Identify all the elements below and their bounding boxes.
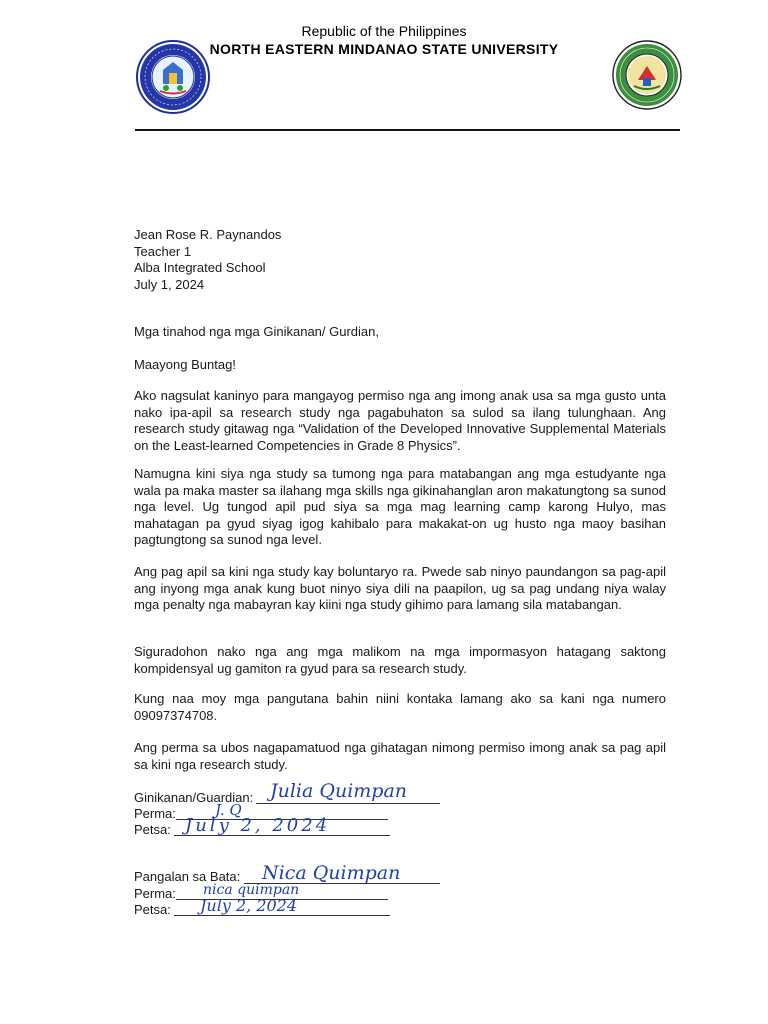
letter-paragraph-2: Namugna kini siya nga study sa tumong nga para matabangan ang mga estudyante nga wala pa maka master sa ilahang mga skills nga gikinahanglan aron makatungtong sa sunod nga level. Ug tungod apil pud siya sa mga mag learning camp karong Hulyo, mas mahatagan pa gyud siyag igog kahibalo para makakat-on ug husto nga maoy basihan pagtungtong sa sunod nga level. — [134, 466, 666, 547]
header-divider — [135, 129, 680, 131]
guardian-date-handwriting: July 2, 2024 — [185, 815, 331, 836]
graduate-school-seal-icon — [612, 40, 682, 115]
child-signature-handwriting: nica quimpan — [203, 882, 300, 898]
sender-date: July 1, 2024 — [134, 276, 205, 292]
guardian-date-label: Petsa: — [134, 822, 171, 837]
child-date-handwriting: July 2, 2024 — [200, 896, 298, 915]
letter-paragraph-4: Siguradohon nako nga ang mga malikom na mga impormasyon hatagang saktong kompidensyal ug gamiton ra gyud para sa research study. — [134, 644, 666, 676]
sender-block — [134, 227, 281, 293]
child-name-label: Pangalan sa Bata: — [134, 869, 241, 884]
sender-position: Teacher 1 — [134, 243, 192, 259]
child-signature-label: Perma: — [134, 886, 176, 901]
sender-name: Jean Rose R. Paynandos — [134, 227, 282, 242]
guardian-name-handwriting: Julia Quimpan — [270, 780, 408, 802]
letter-salutation: Maayong Buntag! — [134, 357, 236, 372]
university-seal-icon — [136, 40, 210, 119]
guardian-signature-label: Perma: — [134, 806, 176, 821]
child-name-handwriting: Nica Quimpan — [262, 862, 401, 884]
guardian-signature-handwriting: J. Q — [215, 801, 242, 819]
guardian-name-label: Ginikanan/Guardian: — [134, 790, 254, 805]
letter-paragraph-1: Ako nagsulat kaninyo para mangayog permiso nga ang imong anak usa sa mga gusto unta nako ipa-apil sa research study nga pagabuhaton sa sulod sa ilang tulunghaan. Ang research study gitawag nga “Validation of the Developed Innovative Supplemental Materials on the Least-learned Competencies in Grade 8 Physics”. — [134, 388, 666, 453]
letter-greeting: Mga tinahod nga mga Ginikanan/ Gurdian, — [134, 324, 379, 339]
child-date-line — [174, 915, 390, 916]
child-date-label: Petsa: — [134, 902, 171, 917]
letter-paragraph-3: Ang pag apil sa kini nga study kay boluntaryo ra. Pwede sab ninyo paundangon sa pag-apil ang inyong mga anak kung buot ninyo siya dili na paapilon, ug sa pag undang niya walay mga penalty nga mabayran kay kiini nga study gihimo para lamang sila matabangan. — [134, 564, 666, 612]
guardian-name-line — [256, 803, 440, 804]
header-republic: Republic of the Philippines — [301, 23, 467, 39]
header-university-name: NORTH EASTERN MINDANAO STATE UNIVERSITY — [209, 41, 559, 57]
letter-paragraph-6: Ang perma sa ubos nagapamatuod nga gihatagan nimong permiso imong anak sa pag apil sa kini nga research study. — [134, 740, 666, 772]
sender-school: Alba Integrated School — [134, 260, 266, 275]
letter-paragraph-5: Kung naa moy mga pangutana bahin niini kontaka lamang ako sa kani nga numero 09097374708. — [134, 691, 666, 723]
